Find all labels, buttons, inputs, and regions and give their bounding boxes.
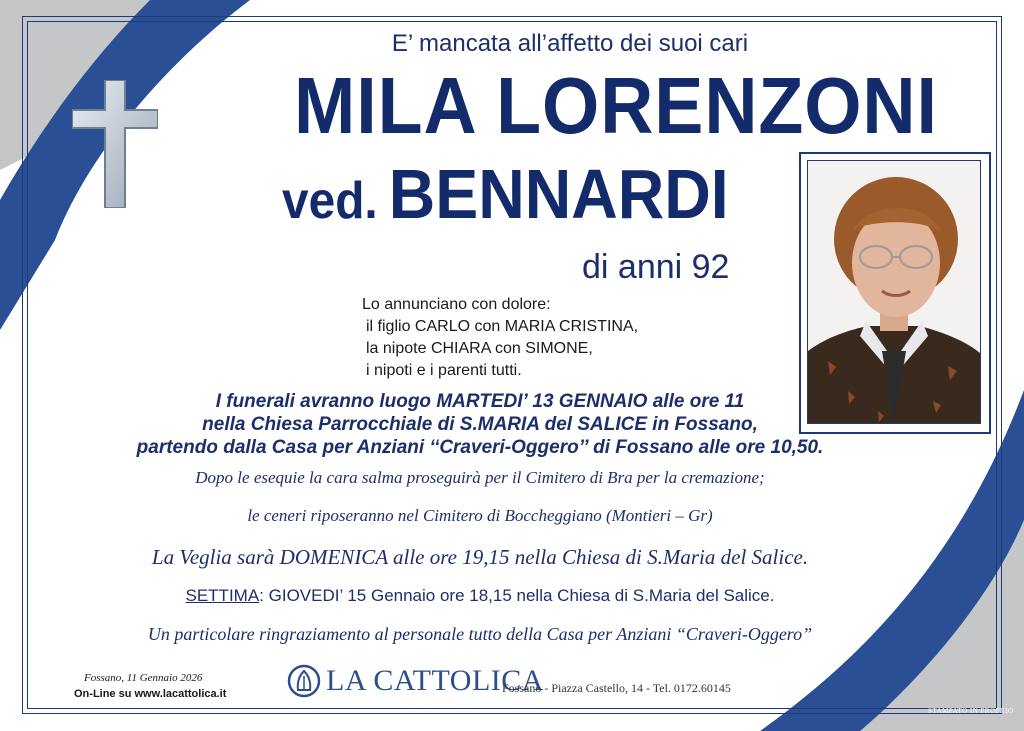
announcement-line: la nipote CHIARA con SIMONE, xyxy=(366,340,593,357)
deceased-name: MILA LORENZONI xyxy=(294,61,938,150)
announcement-line: il figlio CARLO con MARIA CRISTINA, xyxy=(366,318,639,335)
funeral-info xyxy=(50,390,910,459)
footer-date: Fossano, 11 Gennaio 2026 xyxy=(84,672,203,684)
name-prefix: ved. xyxy=(282,172,378,230)
announcement-line: Lo annunciano con dolore: xyxy=(362,296,551,313)
thanks-text: Un particolare ringraziamento al personale tutto della Casa per Anziani “Craveri-Oggero” xyxy=(147,624,813,644)
printed-stamp: STAMPATO IN PROPRIO xyxy=(928,707,1014,715)
cremation-text: Dopo le esequie la cara salma proseguirà per il Cimitero di Bra per la cremazione; xyxy=(195,468,765,487)
footer-online: On-Line su www.lacattolica.it xyxy=(74,688,227,700)
married-name xyxy=(282,152,742,243)
settima-details: : GIOVEDI’ 15 Gennaio ore 18,15 nella Chiesa di S.Maria del Salice. xyxy=(259,586,775,605)
portrait-photo xyxy=(807,160,981,424)
ashes-text: le ceneri riposeranno nel Cimitero di Boccheggiano (Montieri – Gr) xyxy=(247,506,713,525)
married-surname: BENNARDI xyxy=(388,155,729,233)
settima-label: SETTIMA xyxy=(185,586,260,605)
funeral-line: nella Chiesa Parrocchiale di S.MARIA del SALICE in Fossano, xyxy=(202,414,758,435)
cattolica-logo-text: LA CATTOLICA xyxy=(326,664,544,697)
cross-icon xyxy=(72,80,158,208)
cattolica-logo-icon xyxy=(287,664,321,698)
announcement-block xyxy=(362,294,638,382)
portrait-illustration xyxy=(808,161,980,423)
age-text: di anni 92 xyxy=(582,248,730,286)
announcement-line: i nipoti e i parenti tutti. xyxy=(366,362,522,379)
intro-text: E’ mancata all’affetto dei suoi cari xyxy=(391,30,749,57)
footer-address: Fossano - Piazza Castello, 14 - Tel. 0172.60145 xyxy=(502,681,731,695)
funeral-line: partendo dalla Casa per Anziani ‘‘Craveri-Oggero’’ di Fossano alle ore 10,50. xyxy=(136,437,824,458)
funeral-line: I funerali avranno luogo MARTEDI’ 13 GENNAIO alle ore 11 xyxy=(215,391,745,412)
vigil-text: La Veglia sarà DOMENICA alle ore 19,15 nella Chiesa di S.Maria del Salice. xyxy=(151,545,809,569)
settima-text xyxy=(50,586,910,606)
